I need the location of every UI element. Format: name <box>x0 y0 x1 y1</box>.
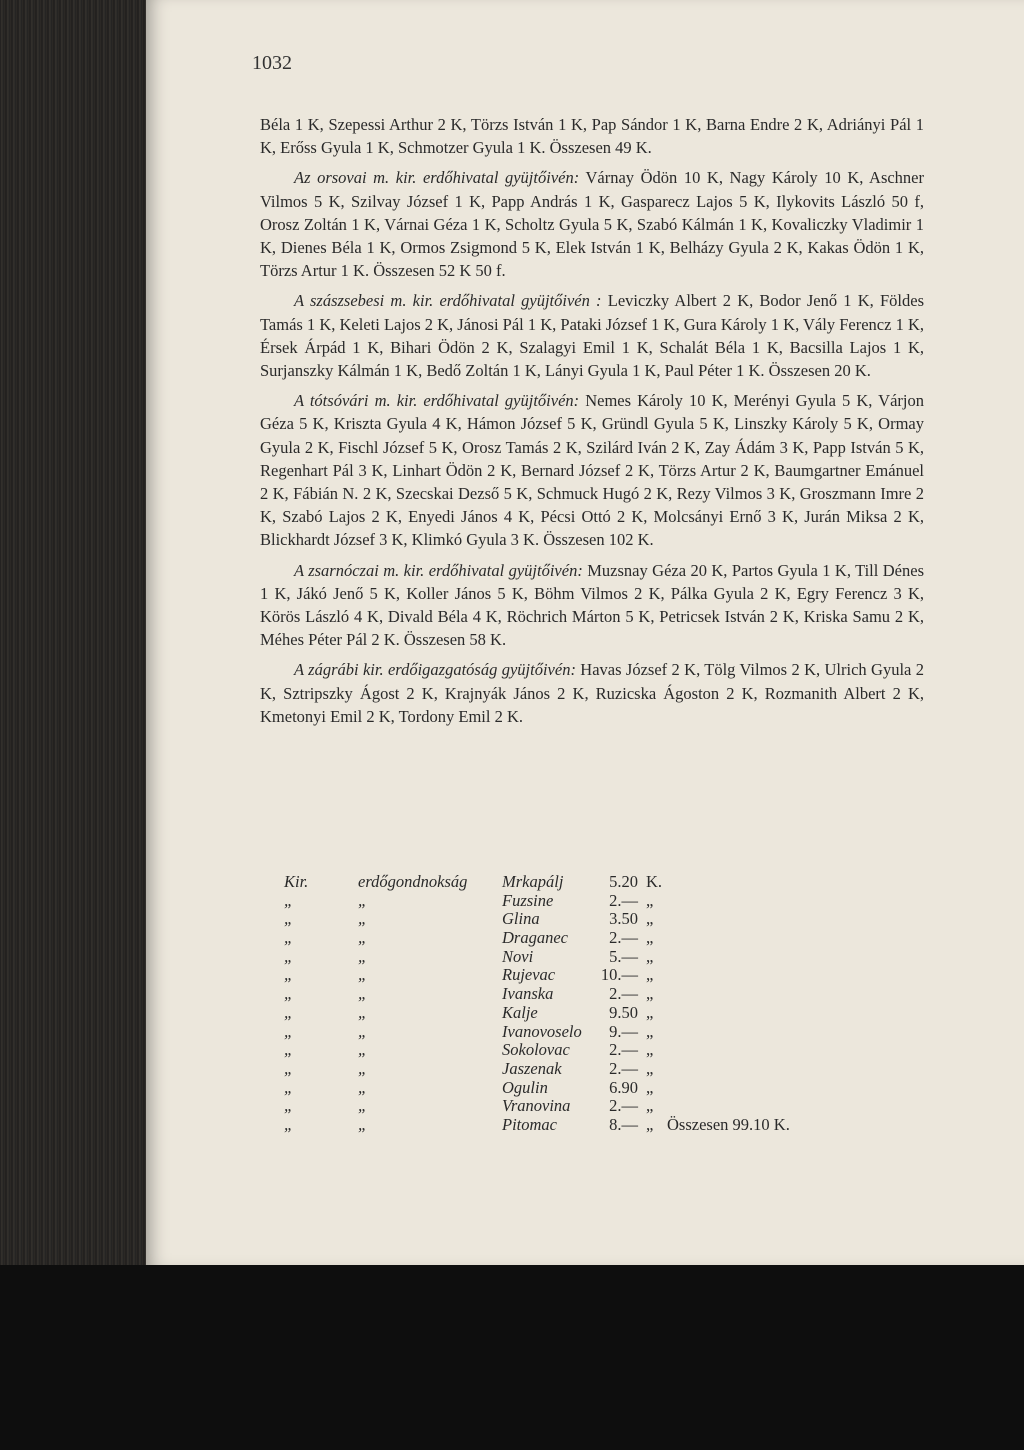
ledger-prefix: „ <box>284 1114 294 1134</box>
ledger-prefix: „ <box>284 946 294 966</box>
ledger-prefix: „ <box>284 890 294 910</box>
office-heading: A zsarnóczai m. kir. erdőhivatal gyüjtőivén: <box>294 560 583 580</box>
ledger-office-type: „ <box>358 1096 368 1116</box>
book-page <box>146 0 1024 1265</box>
paragraph <box>260 658 924 728</box>
ledger-office-type: „ <box>358 890 368 910</box>
ledger-office-type: „ <box>358 984 368 1004</box>
paragraph <box>260 166 924 282</box>
ledger-place: Ivanska <box>502 984 554 1004</box>
ledger-place: Novi <box>502 946 534 966</box>
ledger-amount: 3.50 <box>609 909 638 929</box>
ledger-amount: 5.20 <box>609 872 638 891</box>
ledger-prefix: Kir. <box>284 872 309 891</box>
ledger-prefix: „ <box>284 1002 294 1022</box>
ledger-prefix: „ <box>284 1058 294 1078</box>
ledger-unit: „ <box>646 909 654 929</box>
ledger-amount: 2.— <box>609 1040 638 1060</box>
ledger-office-type: „ <box>358 1040 368 1060</box>
ledger-unit: „ <box>646 1058 654 1078</box>
ledger-amount: 2.— <box>609 890 638 910</box>
text-block <box>260 113 924 728</box>
paragraph <box>260 559 924 652</box>
ledger-total: Összesen 99.10 K. <box>667 1114 790 1134</box>
ledger-place: Kalje <box>502 1002 538 1022</box>
ledger-unit: „ <box>646 1040 654 1060</box>
paragraph-text: Várnay Ödön 10 K, Nagy Károly 10 K, Aschner Vilmos 5 K, Szilvay József 1 K, Papp András 1 K, Gasparecz Lajos 5 K, Ilykovits László 50 f, Orosz Zoltán 1 K, Várnai Géza 1 K, Scholtz Gyula 5 K, Szabó Kálmán 1 K, Kovaliczky Vladimir 1 K, Dienes Béla 1 K, Ormos Zsigmond 5 K, Elek István 1 K, Belházy Gyula 2 K, Kakas Ödön 1 K, Törzs Artur 1 K. Összesen 52 K 50 f. <box>260 168 925 281</box>
office-heading: A zágrábi kir. erdőigazgatóság gyüjtőivén: <box>294 660 576 680</box>
ledger-office-type: „ <box>358 1114 368 1134</box>
ledger-unit: „ <box>646 946 654 966</box>
ledger-place: Mrkapálj <box>502 872 564 891</box>
ledger-amount: 2.— <box>609 984 638 1004</box>
ledger-unit: „ <box>646 1114 654 1134</box>
scan-background <box>0 1265 1024 1450</box>
ledger-prefix: „ <box>284 965 294 985</box>
paragraph <box>260 289 924 382</box>
ledger-amount: 2.— <box>609 928 638 948</box>
ledger-unit: „ <box>646 890 654 910</box>
ledger-unit: K. <box>646 872 663 891</box>
ledger-place: Jaszenak <box>502 1058 562 1078</box>
ledger-prefix: „ <box>284 1040 294 1060</box>
ledger-office-type: erdőgondnokság <box>358 872 468 891</box>
ledger-amount: 8.— <box>609 1114 638 1134</box>
ledger-office-type: „ <box>358 1002 368 1022</box>
paragraph-text: Muzsnay Géza 20 K, Partos Gyula 1 K, Till Dénes 1 K, Jákó Jenő 5 K, Koller János 5 K, Böhm Vilmos 2 K, Pálka Gyula 2 K, Egry Ferencz 3 K, Körös László 4 K, Divald Béla 4 K, Röchrich Márton 5 K, Petricsek István 2 K, Kriska Samu 2 K, Méhes Péter Pál 2 K. Összesen 58 K. <box>260 560 925 650</box>
office-heading: A tótsóvári m. kir. erdőhivatal gyüjtőivén: <box>294 391 580 411</box>
ledger-amount: 9.50 <box>609 1002 638 1022</box>
ledger-prefix: „ <box>284 1021 294 1041</box>
paragraph <box>260 113 924 159</box>
book-page-edges <box>0 0 146 1265</box>
ledger-office-type: „ <box>358 928 368 948</box>
ledger-unit: „ <box>646 928 654 948</box>
ledger-unit: „ <box>646 1077 654 1097</box>
ledger-prefix: „ <box>284 928 294 948</box>
ledger-prefix: „ <box>284 1096 294 1116</box>
ledger-amount: 6.90 <box>609 1077 638 1097</box>
ledger-place: Draganec <box>502 928 568 948</box>
ledger-office-type: „ <box>358 909 368 929</box>
ledger-unit: „ <box>646 1021 654 1041</box>
ledger-place: Sokolovac <box>502 1040 570 1060</box>
ledger-prefix: „ <box>284 909 294 929</box>
ledger-amount: 10.— <box>600 965 638 985</box>
paragraph-text: Béla 1 K, Szepessi Arthur 2 K, Törzs István 1 K, Pap Sándor 1 K, Barna Endre 2 K, Adriányi Pál 1 K, Erőss Gyula 1 K, Schmotzer Gyula 1 K. Összesen 49 K. <box>260 115 924 158</box>
ledger-place: Fuzsine <box>502 890 554 910</box>
ledger-office-type: „ <box>358 1077 368 1097</box>
page-number: 1032 <box>252 52 292 74</box>
ledger-prefix: „ <box>284 1077 294 1097</box>
ledger-unit: „ <box>646 1096 654 1116</box>
paragraph <box>260 389 924 551</box>
paragraph-text: Nemes Károly 10 K, Merényi Gyula 5 K, Várjon Géza 5 K, Kriszta Gyula 4 K, Hámon József 5 K, Gründl Gyula 5 K, Linszky Károly 5 K, Ormay Gyula 2 K, Fischl József 5 K, Orosz Tamás 2 K, Szilárd Iván 2 K, Zay Ádám 3 K, Papp István 5 K, Regenhart Pál 3 K, Linhart Ödön 2 K, Bernard József 2 K, Törzs Artur 2 K, Baumgartner Emánuel 2 K, Fábián N. 2 K, Szecskai Dezső 5 K, Schmuck Hugó 2 K, Rezy Vilmos 3 K, Groszmann Imre 2 K, Szabó Lajos 2 K, Enyedi János 4 K, Pécsi Ottó 2 K, Molcsányi Ernő 3 K, Jurán Miksa 2 K, Blickhardt József 3 K, Klimkó Gyula 3 K. Összesen 102 K. <box>260 391 924 550</box>
ledger-prefix: „ <box>284 984 294 1004</box>
ledger-place: Ivanovoselo <box>502 1021 582 1041</box>
ledger-amount: 2.— <box>609 1096 638 1116</box>
paragraph-text: Havas József 2 K, Tölg Vilmos 2 K, Ulrich Gyula 2 K, Sztripszky Ágost 2 K, Krajnyák János 2 K, Ruzicska Ágoston 2 K, Rozmanith Albert 2 K, Kmetonyi Emil 2 K, Tordony Emil 2 K. <box>260 660 924 726</box>
ledger-place: Vranovina <box>502 1096 571 1116</box>
ledger-unit: „ <box>646 984 654 1004</box>
ledger-place: Pitomac <box>502 1114 557 1134</box>
ledger-place: Rujevac <box>502 965 556 985</box>
ledger-office-type: „ <box>358 946 368 966</box>
ledger-place: Ogulin <box>502 1077 548 1097</box>
ledger-office-type: „ <box>358 965 368 985</box>
ledger-unit: „ <box>646 1002 654 1022</box>
ledger-amount: 9.— <box>609 1021 638 1041</box>
office-heading: Az orsovai m. kir. erdőhivatal gyüjtőivén: <box>294 168 580 188</box>
ledger-place: Glina <box>502 909 540 929</box>
ledger-amount: 5.— <box>609 946 638 966</box>
office-heading: A szászsebesi m. kir. erdőhivatal gyüjtőivén : <box>294 291 602 311</box>
ledger-office-type: „ <box>358 1021 368 1041</box>
ledger-amount: 2.— <box>609 1058 638 1078</box>
ledger-unit: „ <box>646 965 654 985</box>
ledger-office-type: „ <box>358 1058 368 1078</box>
paragraph-text: Leviczky Albert 2 K, Bodor Jenő 1 K, Földes Tamás 1 K, Keleti Lajos 2 K, Jánosi Pál 1 K, Pataki József 1 K, Gura Károly 1 K, Vály Ferencz 1 K, Érsek Árpád 1 K, Bihari Ödön 2 K, Szalagyi Emil 1 K, Schalát Béla 1 K, Bacsilla Lajos 1 K, Surjanszky Kálmán 1 K, Bedő Zoltán 1 K, Lányi Gyula 1 K, Paul Péter 1 K. Összesen 20 K. <box>260 291 924 381</box>
